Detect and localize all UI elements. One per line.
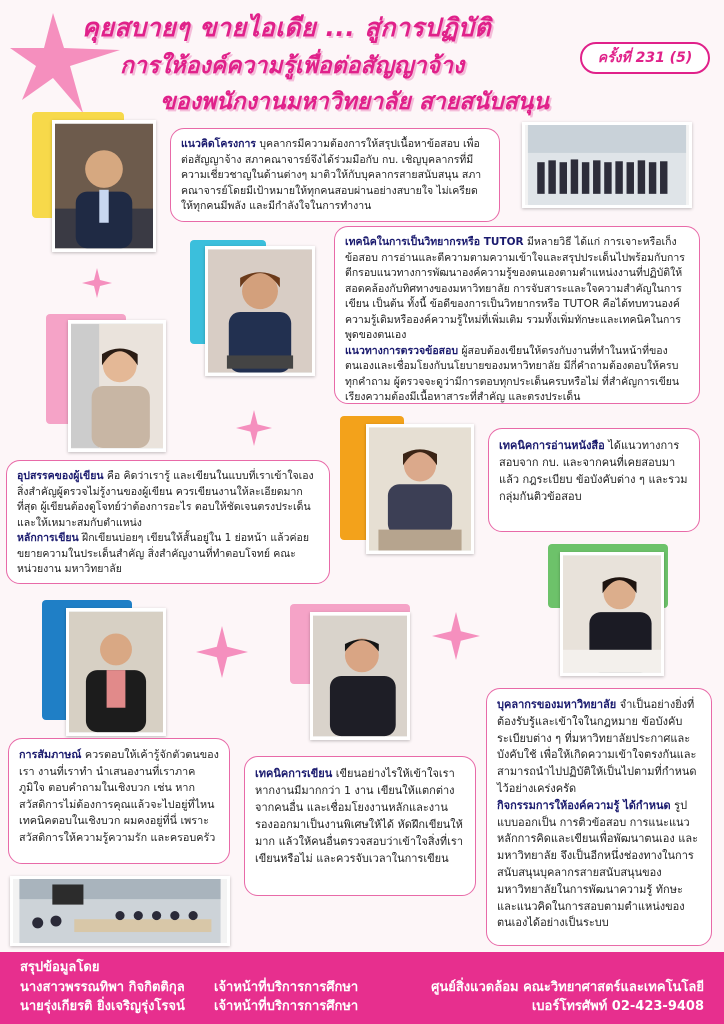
speaker-photo-6 bbox=[66, 608, 166, 736]
author-2-name: นายรุ่งเกียรติ ยิ่งเจริญรุ่งโรจน์ bbox=[20, 999, 185, 1014]
group-image bbox=[525, 125, 689, 205]
speaker-photo-7 bbox=[310, 612, 410, 740]
writing-box bbox=[244, 756, 476, 896]
tutor-text: มีหลายวิธี ได้แก่ การเจาะหรือเก็งข้อสอบ การอ่านและตีความตามความเข้าใจและสรุปประเด็นไปพร้อมกับการตีกรอบแนวทางการพัฒนาองค์ความรู้ของตนเองตามตำแหน่งงานที่ปฏิบัติให้สอดคล้องกับทิศทางของมหาวิทยาลัย การจับสาระและใจความสำคัญในการเขียน เป็นต้น ทั้งนี้ ข้อดีของการเป็นวิทยากรหรือ TUTOR คือได้ทบทวนองค์ความรู้เดิมหรือองค์ความรู้ใหม่ที่เพิ่มเติม รวมทั้งเพิ่มทักษะและเทคนิคในการพูดของตนเอง bbox=[345, 236, 685, 341]
concept-heading: แนวคิดโครงการ bbox=[181, 138, 257, 150]
classroom-photo bbox=[10, 876, 230, 946]
obstacle-text: คือ คิดว่าเรารู้ และเขียนในแบบที่เราเข้าใจเอง สิ่งสำคัญผู้ตรวจไม่รู้งานของผู้เขียน ควรเขียนงานให้ละเอียดมากที่สุด ผู้เขียนต้องดูโจทย์ว่าต้องการอะไร ตอบให้ชัดเจนตรงประเด็นและให้เหมาะสมกับตำแหน่ง bbox=[17, 470, 314, 529]
page-title: คุยสบายๆ ขายไอเดีย ... สู่การปฏิบัติ bbox=[82, 13, 492, 42]
person-image bbox=[71, 323, 163, 449]
person-image bbox=[208, 249, 312, 373]
page-subtitle-1: การให้องค์ความรู้เพื่อต่อสัญญาจ้าง bbox=[120, 53, 465, 79]
sparkle-icon bbox=[236, 410, 272, 446]
exam-check-heading: แนวทางการตรวจข้อสอบ bbox=[345, 344, 459, 357]
speaker-photo-3 bbox=[68, 320, 166, 452]
interview-text: ควรตอบให้เค้ารู้จักตัวตนของเรา งานที่เราทำ นำเสนองานที่เราภาคภูมิใจ ตอบคำถามในเชิงบวก เช่น หากสวัสดิการไม่ต้องการคุณแล้วจะไปอยู่ที่ไหน เทคนิคตอบในเชิงบวก ผมคงอยู่ที่นี่ เพราะสวัสดิการให้ความรู้ความรัก และครอบครัว bbox=[19, 748, 219, 844]
activity-text: รูปแบบออกเป็น การติวข้อสอบ การแนะแนวหลักการคิดและเขียนเพื่อพัฒนาตนเอง และมหาวิทยาลัย จึงเป็นอีกหนึ่งช่องทางในการสนับสนุนบุคลากรสายสนับสนุนของมหาวิทยาลัยในการพัฒนาความรู้ ทักษะ และแนวคิดในการสอบตามตำแหน่งของตนเองได้อย่างเป็นระบบ bbox=[497, 798, 699, 930]
speaker-photo-5 bbox=[560, 552, 664, 676]
sparkle-icon bbox=[196, 626, 248, 678]
writing-principle-text: ฝึกเขียนบ่อยๆ เขียนให้สั้นอยู่ใน 1 ย่อหน้า แล้วค่อยขยายความในประเด็นสำคัญ สิ่งสำคัญงานที่ทำตอบโจทย์ คณะ หน่วยงาน มหาวิทยาลัย bbox=[17, 532, 309, 575]
tutor-box bbox=[334, 226, 700, 404]
speaker-photo-2 bbox=[205, 246, 315, 376]
writing-text: เขียนอย่างไรให้เข้าใจเราหากงานมีมากกว่า 1 งาน เขียนให้แตกต่างจากคนอื่น และเชื่อมโยงงานหลักและงานรองออกมาเป็นงานพิเศษให้ได้ หัดฝึกเขียนให้มาก แล้วให้คนอื่นตรวจสอบว่าเข้าใจสิ่งที่เราเขียนหรือไม่ และควรจับเวลาในการเขียน bbox=[255, 767, 464, 865]
obstacle-box bbox=[6, 460, 330, 584]
group-photo bbox=[522, 122, 692, 208]
obstacle-heading: อุปสรรคของผู้เขียน bbox=[17, 470, 104, 482]
reading-text: ได้แนวทางการสอบจาก กบ. และจากคนที่เคยสอบมาแล้ว กฎระเบียบ ข้อบังคับต่าง ๆ และรวมกลุ่มกันติวข้อสอบ bbox=[499, 439, 688, 503]
staff-heading: บุคลากรของมหาวิทยาลัย bbox=[497, 698, 617, 711]
sparkle-icon bbox=[432, 612, 480, 660]
reading-heading: เทคนิคการอ่านหนังสือ bbox=[499, 439, 605, 452]
speaker-photo-4 bbox=[366, 424, 474, 554]
concept-text: บุคลากรมีความต้องการให้สรุปเนื้อหาข้อสอบ เพื่อต่อสัญญาจ้าง สภาคณาจารย์จึงได้ร่วมมือกับ กบ. เชิญบุคลากรที่มีความเชี่ยวชาญในด้านต่างๆ มาติวให้กับบุคลากรสายสนับสนุน สภาคณาจารย์โดยมีเป้าหมายให้ทุกคนสอบผ่านอย่างสบายใจ ไม่เครียด ให้ทุกคนมีพลัง และมีกำลังใจในการทำงาน bbox=[181, 138, 482, 212]
tutor-heading: เทคนิคในการเป็นวิทยากรหรือ TUTOR bbox=[345, 236, 524, 248]
sparkle-icon bbox=[82, 268, 112, 298]
summary-label: สรุปข้อมูลโดย bbox=[20, 960, 100, 975]
author-2-role: เจ้าหน้าที่บริการการศึกษา bbox=[214, 999, 359, 1014]
person-image bbox=[313, 615, 407, 737]
author-1-role: เจ้าหน้าที่บริการการศึกษา bbox=[214, 980, 359, 995]
writing-principle-heading: หลักการเขียน bbox=[17, 532, 79, 544]
speaker-photo-1 bbox=[52, 120, 156, 252]
reading-box bbox=[488, 428, 700, 532]
interview-box bbox=[8, 738, 230, 864]
person-image bbox=[69, 611, 163, 733]
staff-box bbox=[486, 688, 712, 946]
exam-check-text: ผู้สอบต้องเขียนให้ตรงกับงานที่ทำในหน้าที่ของตนเองและเชื่อมโยงกับนโยบายของมหาวิทยาลัย มีกี่คำถามต้องตอบให้ครบทุกคำถาม ผู้ตรวจจะดูว่ามีการตอบทุกประเด็นครบหรือไม่ ที่สำคัญการเขียนเรียงความต้องมีเนื้อหาสาระที่สำคัญ และตรงประเด็น bbox=[345, 344, 680, 403]
page-subtitle-2: ของพนักงานมหาวิทยาลัย สายสนับสนุน bbox=[160, 89, 550, 115]
writing-heading: เทคนิคการเขียน bbox=[255, 767, 333, 780]
organization: ศูนย์สิ่งแวดล้อม คณะวิทยาศาสตร์และเทคโนโลยี bbox=[431, 980, 704, 995]
concept-box bbox=[170, 128, 500, 222]
person-image bbox=[55, 123, 153, 249]
phone-number: เบอร์โทรศัพท์ 02-423-9408 bbox=[531, 999, 704, 1014]
author-1-name: นางสาวพรรณทิพา กิจกิตติกุล bbox=[20, 980, 185, 995]
activity-heading: กิจกรรมการให้องค์ความรู้ ได้กำหนด bbox=[497, 798, 671, 812]
staff-text: จำเป็นอย่างยิ่งที่ต้องรับรู้และเข้าใจในกฎหมาย ข้อบังคับ ระเบียบต่าง ๆ ที่มหาวิทยาลัยประกาศและบังคับใช้ เพื่อให้เกิดความเข้าใจตรงกันและสามารถนำไปปฏิบัติให้เป็นไปตามที่กำหนดไว้อย่างเคร่งครัด bbox=[497, 698, 697, 795]
interview-heading: การสัมภาษณ์ bbox=[19, 748, 82, 761]
classroom-image bbox=[13, 879, 227, 943]
episode-badge: ครั้งที่ 231 (5) bbox=[580, 42, 710, 74]
person-image bbox=[369, 427, 471, 551]
person-image bbox=[563, 555, 661, 673]
